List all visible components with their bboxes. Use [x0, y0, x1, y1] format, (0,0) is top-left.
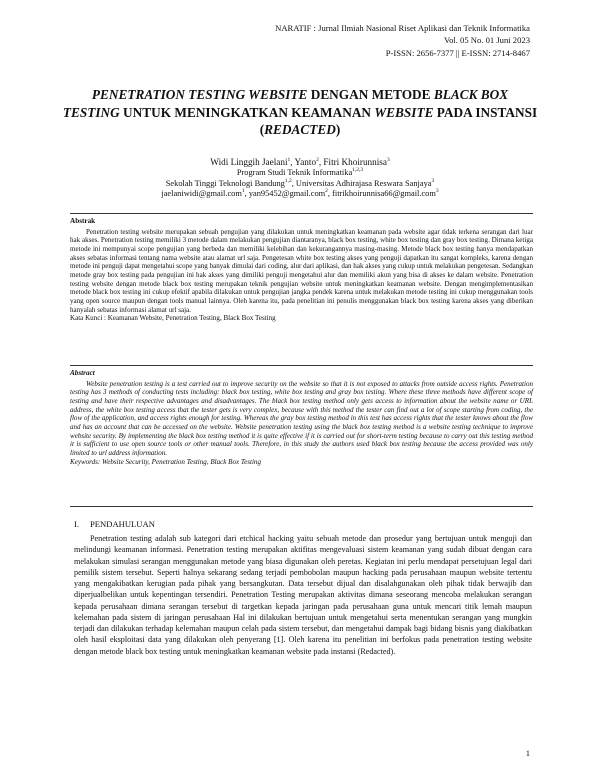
abstract-block: [70, 369, 533, 466]
section-title: PENDAHULUAN: [90, 519, 155, 529]
journal-header: [275, 22, 530, 59]
author-block: [62, 156, 538, 200]
author-names: Widi Linggih Jaelani$^1$, Yanto$^2$, Fitri Khoirunnisa$^3$: [210, 156, 390, 167]
journal-name: NARATIF : Jurnal Ilmiah Nasional Riset Aplikasi dan Teknik Informatika: [275, 23, 530, 33]
abstrak-heading: Abstrak: [70, 217, 96, 225]
journal-issn: P-ISSN: 2656-7377 || E-ISSN: 2714-8467: [385, 47, 530, 58]
divider-bottom: [70, 506, 533, 507]
abstract-heading: Abstract: [70, 369, 95, 377]
section-heading: [74, 519, 155, 529]
kata-kunci: Kata Kunci : Keamanan Website, Penetration Testing, Black Box Testing: [70, 314, 276, 323]
abstrak-text: Penetration testing website merupakan sebuah pengujian yang dilakukan untuk meningkatkan keamanan pada website agar tidak terkena serangan dari luar hak akses. Penetration testing memiliki 3 metode dalam melakukan pengujian diantaranya, black box testing, white box testing dan gray box testing. Dimana ketiga metode ini mempunyai scope pengujian yang berbeda dan memiliki kelebihan dan kekurangannya masing-masing. Metode black box testing hanya mendapatkan akses sebatas informasi tentang nama website atau alamat url saja. Pengetesan white box testing akses yang penguji dapatkan itu sangat kompleks, karena dengan metode ini penguji dapat mengetahui scope yang banyak dimulai dari coding, alur dari aplikasi, dan hak akses yang cukup untuk melakukan pengetesan. Sedangkan metode gray box testing pada pengujian ini hak akses yang dimiliki penguji mengetahui alur dan memiliki akun yang bisa di akses ke dalam website. Penetration testing website dengan metode black box testing merupakan teknik pengujian website untuk meningkatkan keamanan website. Dengan mengimplementasikan metode black box testing ini cukup efektif apabila dilakukan untuk pengujian jangka pendek karena untuk melakukan metode testing ini cukup menggunakan tools yang open source maupun dengan tools manual lainnya. Oleh karena itu, pada penelitian ini penulis menggunakan black box testing karena akses yang diberikan hanyalah sebatas informasi alamat url saja.: [70, 227, 533, 314]
author-institutions: Sekolah Tinggi Teknologi Bandung$^{1,2}$, Universitas Adhirajasa Reswara Sanjaya$^3$: [165, 177, 435, 188]
journal-volume: Vol. 05 No. 01 Juni 2023: [443, 35, 530, 46]
divider-middle: [70, 365, 533, 366]
section-number: I.: [74, 519, 80, 529]
author-program: Program Studi Teknik Informatika$^{1,2,3}$: [236, 167, 364, 177]
author-emails: jaelaniwidi@gmail.com$^1$, yan95452@gmail.com$^2$, fitrikhoirunnisa66@gmail.com$^3$: [161, 188, 439, 199]
abstract-text: Website penetration testing is a test carried out to improve security on the website so that it is not exposed to attacks from outside access rights. Penetration testing has 3 methods of conducting tests including: black box testing, white box testing and gray box testing. Where these three methods have different scope of testing and have their respective advantages and disadvantages. The black box testing method only gets access to information about the website name or URL address, the white box testing access that the tester gets is very complex, because with this method the tester can find out a lot of scope starting from coding, the flow of the application, and access rights enough for testing. Whereas the gray box testing method in this test has access rights that the tester knows about the flow and has an account that can be accessed on the website. Website penetration testing using the black box testing method is a website testing technique to improve website security. By implementing the black box testing method it is quite effective if it is carried out for short-term testing because to carry out this testing method it is sufficient to use open source tools or other manual tools. Therefore, in this study the authors used black box testing because the access provided was only limited to url address information.: [70, 379, 533, 457]
section-body: Penetration testing adalah sub kategori dari etchical hacking yaitu sebuah metode dan prosedur yang bertujuan untuk menguji dan melindungi keamanan informasi. Penetration testing merupakan aktifitas mengevaluasi sistem keamanan yang sudah dibuat dengan cara melakukan simulasi serangan menggunakan metode yang biasa digunakan oleh peretas. Kegiatan ini perlu mendapat persetujuan legal dari pemilik sistem tersebut. Seperti halnya sekarang sedang terjadi pembobolan maupun hacking pada perusahaan maupun website tertentu yang mengakibatkan kerugian pada pihak yang bersangkutan. Data tersebut dijual dan disalahgunakan oleh pihak tidak berwajib dan diperjualbelikan untuk kepentingan tersendiri. Penetration Testing merupakan aktivitas dimana seseorang mencoba melakukan serangan kepada perusahaan dimana serangan tersebut di targetkan kepada jaringan pada perusahaan guna untuk mencari titik lemah maupun kelemahan pada sistem di jaringan perusahaan Hal ini dilakukan bertujuan untuk mengetahui serta menentukan serangan yang mungkin terjadi dan dilakukan terhadap kelemahan maupun celah pada sistem tersebut, dan mengetahui dampak bagi bidang bisnis yang diakibatkan oleh hasil eksploitasi data yang dilakukan oleh penyerang [1]. Oleh karena itu penelitian ini berfokus pada penetration testing website dengan metode black box testing untuk meningkatkan keamanan website pada instansi (Redacted).: [74, 534, 532, 656]
keywords: Keywords: Website Security, Penetration Testing, Black Box Testing: [70, 457, 261, 466]
paper-title: PENETRATION TESTING WEBSITE DENGAN METODE BLACK BOX TESTING UNTUK MENINGKATKAN KEAMANAN WEBSITE PADA INSTANSI (REDACTED): [62, 87, 538, 138]
abstrak-block: [70, 217, 533, 323]
divider-top: [70, 213, 533, 214]
page-number: 1: [525, 748, 530, 758]
